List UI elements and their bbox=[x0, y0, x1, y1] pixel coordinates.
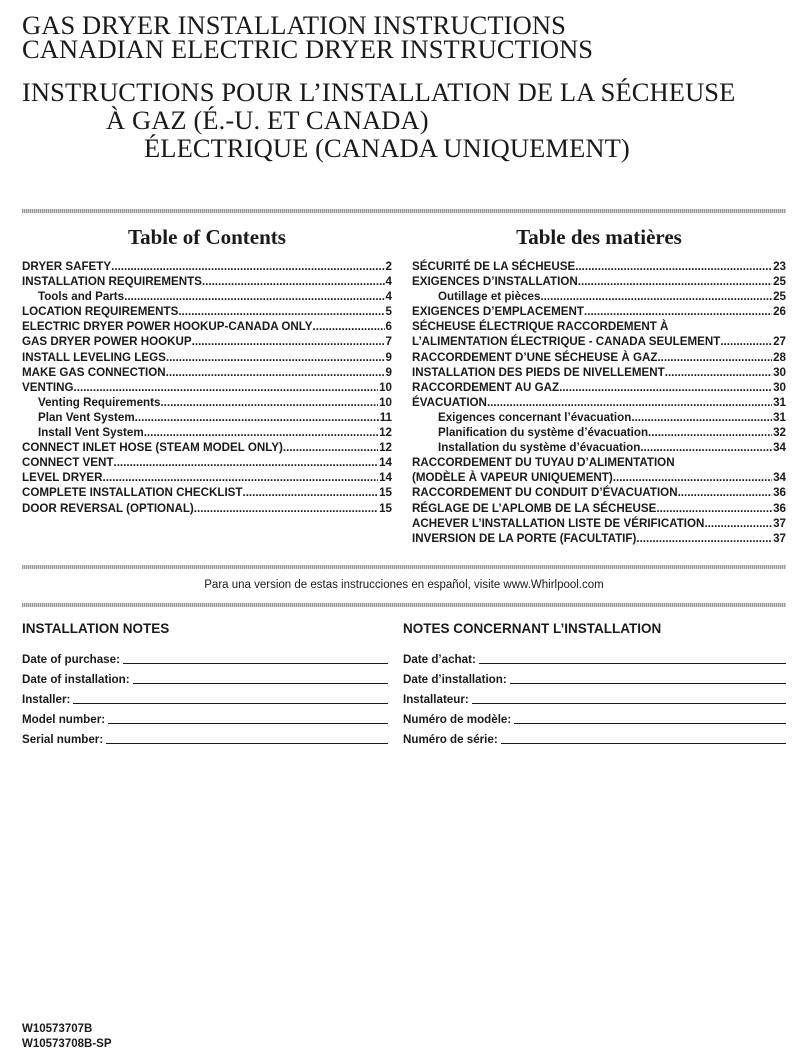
toc-entry-label: L’ALIMENTATION ÉLECTRIQUE - CANADA SEULEMENT bbox=[412, 335, 721, 349]
toc-entry-label: EXIGENCES D’INSTALLATION bbox=[412, 275, 578, 289]
toc-entry-label: Install Vent System bbox=[38, 426, 144, 440]
toc-entry bbox=[412, 425, 786, 440]
note-field-label: Installer: bbox=[22, 693, 71, 706]
toc-leader-dots bbox=[559, 380, 772, 395]
toc-heading: Table of Contents bbox=[128, 225, 286, 249]
toc-entry-label: Outillage et pièces bbox=[438, 290, 541, 304]
toc-entry-label: EXIGENCES D’EMPLACEMENT bbox=[412, 305, 584, 319]
toc-entry bbox=[22, 334, 392, 349]
toc-entry-page: 36 bbox=[773, 486, 786, 500]
toc-entry-page: 31 bbox=[773, 410, 786, 424]
toc-entry bbox=[412, 485, 786, 500]
toc-leader-dots bbox=[665, 365, 772, 380]
toc-entry-page: 4 bbox=[385, 290, 392, 304]
toc-entry-page: 10 bbox=[379, 395, 392, 409]
toc-leader-dots bbox=[657, 350, 772, 365]
toc-entry-page: 11 bbox=[379, 410, 392, 424]
toc-entry-label: GAS DRYER POWER HOOKUP bbox=[22, 335, 192, 349]
toc-entry-page: 14 bbox=[379, 471, 392, 485]
note-field bbox=[403, 706, 786, 726]
note-field-label: Date of installation: bbox=[22, 673, 130, 686]
toc-leader-dots bbox=[313, 319, 385, 334]
note-field bbox=[22, 646, 388, 666]
toc-heading: Table des matières bbox=[516, 225, 682, 249]
document-codes bbox=[22, 1022, 112, 1052]
toc-entry-page: 28 bbox=[773, 350, 786, 364]
note-field-label: Serial number: bbox=[22, 733, 104, 746]
toc-entry bbox=[22, 440, 392, 455]
toc-leader-dots bbox=[194, 501, 378, 516]
toc-leader-dots bbox=[613, 470, 772, 485]
note-field-label: Date of purchase: bbox=[22, 653, 120, 666]
toc-leader-dots bbox=[202, 274, 385, 289]
spanish-version-note: Para una version de estas instrucciones en español, visite www.Whirlpool.com bbox=[204, 579, 604, 591]
toc-entry-label: CONNECT INLET HOSE (STEAM MODEL ONLY) bbox=[22, 441, 283, 455]
toc-entry-page: 25 bbox=[773, 275, 786, 289]
toc-entry-page: 25 bbox=[773, 290, 786, 304]
toc-list bbox=[22, 259, 392, 516]
toc-entry bbox=[412, 531, 786, 546]
toc-entry bbox=[22, 380, 392, 395]
toc-leader-dots bbox=[540, 289, 772, 304]
toc-leader-dots bbox=[166, 365, 385, 380]
toc-entry bbox=[412, 395, 786, 410]
note-field-blank-line bbox=[123, 651, 388, 664]
toc-entry bbox=[412, 365, 786, 380]
title-line: À GAZ (É.-U. ET CANADA) bbox=[106, 105, 429, 135]
toc-entry bbox=[22, 350, 392, 365]
toc-entry-page: 23 bbox=[773, 260, 786, 273]
note-field bbox=[403, 726, 786, 746]
toc-entry-page: 6 bbox=[385, 320, 392, 334]
notes-fields bbox=[403, 646, 786, 746]
toc-leader-dots bbox=[135, 410, 379, 425]
toc-entry-label: CONNECT VENT bbox=[22, 456, 114, 470]
toc-entry-page: 9 bbox=[385, 365, 392, 379]
toc-entry-page: 32 bbox=[773, 426, 786, 440]
toc-entry-page: 9 bbox=[385, 350, 392, 364]
toc-entry bbox=[412, 516, 786, 531]
toc-entry bbox=[412, 501, 786, 516]
toc-entry bbox=[22, 425, 392, 440]
toc-entry bbox=[22, 274, 392, 289]
toc-leader-dots bbox=[640, 440, 772, 455]
note-field-blank-line bbox=[501, 731, 786, 744]
note-field-label: Installateur: bbox=[403, 693, 469, 706]
toc-entry-page: 26 bbox=[773, 305, 786, 319]
toc-entry-label: RACCORDEMENT AU GAZ bbox=[412, 380, 560, 394]
toc-entry-page: 30 bbox=[773, 380, 786, 394]
toc-entry-page: 5 bbox=[385, 305, 392, 319]
toc-leader-dots bbox=[283, 440, 378, 455]
toc-leader-dots bbox=[192, 334, 385, 349]
toc-entry-label: ÉVACUATION bbox=[412, 395, 487, 409]
toc-leader-dots bbox=[144, 425, 378, 440]
toc-entry-label: (MODÈLE À VAPEUR UNIQUEMENT) bbox=[412, 471, 613, 485]
toc-entry bbox=[412, 274, 786, 289]
toc-entry bbox=[22, 410, 392, 425]
note-field bbox=[22, 706, 388, 726]
note-field bbox=[22, 686, 388, 706]
toc-entry bbox=[22, 455, 392, 470]
toc-entry-page: 4 bbox=[385, 275, 392, 289]
note-field bbox=[403, 666, 786, 686]
installation-notes-french bbox=[403, 620, 786, 746]
toc-entry-page: 12 bbox=[379, 441, 392, 455]
toc-entry-label: Tools and Parts bbox=[38, 290, 125, 304]
title-french bbox=[22, 78, 792, 162]
toc-entry bbox=[22, 395, 392, 410]
toc-entry-page: 34 bbox=[773, 471, 786, 485]
notes-fields bbox=[22, 646, 388, 746]
toc-entry bbox=[412, 289, 786, 304]
toc-leader-dots bbox=[678, 485, 773, 500]
toc-entry-label: VENTING bbox=[22, 380, 74, 394]
toc-entry bbox=[412, 470, 786, 485]
toc-entry-label: Exigences concernant l’évacuation bbox=[438, 410, 632, 424]
toc-entry-label: RACCORDEMENT DU TUYAU D’ALIMENTATION bbox=[412, 456, 675, 470]
toc-entry-page: 7 bbox=[385, 335, 392, 349]
toc-leader-dots bbox=[648, 425, 772, 440]
toc-leader-dots bbox=[636, 531, 772, 546]
toc-entry-label: DRYER SAFETY bbox=[22, 260, 112, 273]
toc-leader-dots bbox=[584, 304, 772, 319]
toc-entry bbox=[22, 319, 392, 334]
toc-entry-label: INSTALLATION DES PIEDS DE NIVELLEMENT bbox=[412, 365, 665, 379]
toc-entry bbox=[412, 455, 786, 470]
divider-rule bbox=[22, 565, 786, 569]
toc-entry bbox=[22, 470, 392, 485]
toc-entry-label: ELECTRIC DRYER POWER HOOKUP-CANADA ONLY bbox=[22, 320, 313, 334]
toc-entry-label: INSTALL LEVELING LEGS bbox=[22, 350, 166, 364]
toc-leader-dots bbox=[631, 410, 772, 425]
document-code: W10573707B bbox=[22, 1023, 93, 1035]
toc-entry bbox=[22, 304, 392, 319]
note-field bbox=[403, 646, 786, 666]
toc-entry-label: INSTALLATION REQUIREMENTS bbox=[22, 275, 202, 289]
toc-entry bbox=[22, 289, 392, 304]
toc-leader-dots bbox=[656, 501, 772, 516]
toc-entry bbox=[22, 501, 392, 516]
toc-entry-page: 34 bbox=[773, 441, 786, 455]
toc-entry-label: ACHEVER L’INSTALLATION LISTE DE VÉRIFICATION bbox=[412, 516, 705, 530]
title-line: GAS DRYER INSTALLATION INSTRUCTIONS bbox=[22, 10, 566, 40]
toc-leader-dots bbox=[160, 395, 378, 410]
toc-leader-dots bbox=[720, 334, 772, 349]
toc-english bbox=[22, 225, 392, 516]
document-title bbox=[22, 10, 792, 163]
toc-entry-label: Plan Vent System bbox=[38, 410, 135, 424]
toc-entry-label: DOOR REVERSAL (OPTIONAL) bbox=[22, 501, 194, 515]
note-field bbox=[22, 666, 388, 686]
note-field-blank-line bbox=[108, 711, 388, 724]
note-field-blank-line bbox=[133, 671, 388, 684]
toc-leader-dots bbox=[242, 485, 378, 500]
toc-entry-page: 37 bbox=[773, 516, 786, 530]
toc-entry-label: LEVEL DRYER bbox=[22, 471, 103, 485]
note-field-label: Model number: bbox=[22, 713, 106, 726]
toc-leader-dots bbox=[166, 350, 385, 365]
toc-entry-page: 27 bbox=[773, 335, 786, 349]
note-field-blank-line bbox=[472, 691, 786, 704]
toc-entry bbox=[412, 380, 786, 395]
toc-entry-label: COMPLETE INSTALLATION CHECKLIST bbox=[22, 486, 243, 500]
notes-title: INSTALLATION NOTES bbox=[22, 621, 170, 636]
toc-entry-page: 31 bbox=[773, 395, 786, 409]
toc-entry bbox=[22, 259, 392, 274]
toc-entry bbox=[412, 259, 786, 274]
toc-entry-label: LOCATION REQUIREMENTS bbox=[22, 305, 179, 319]
toc-leader-dots bbox=[103, 470, 379, 485]
toc-entry bbox=[22, 485, 392, 500]
toc-entry-page: 14 bbox=[379, 456, 392, 470]
toc-entry-page: 15 bbox=[379, 501, 392, 515]
toc-entry bbox=[412, 410, 786, 425]
toc-entry bbox=[412, 304, 786, 319]
toc-leader-dots bbox=[111, 259, 384, 274]
toc-leader-dots bbox=[578, 274, 772, 289]
toc-entry bbox=[22, 365, 392, 380]
toc-entry-label: SÉCURITÉ DE LA SÉCHEUSE bbox=[412, 260, 576, 273]
toc-entry-label: INVERSION DE LA PORTE (FACULTATIF) bbox=[412, 531, 637, 545]
document-code: W10573708B-SP bbox=[22, 1038, 112, 1050]
note-field-blank-line bbox=[106, 731, 388, 744]
toc-entry-label: Planification du système d’évacuation bbox=[438, 426, 649, 440]
toc-leader-dots bbox=[487, 395, 772, 410]
toc-entry-label: RÉGLAGE DE L’APLOMB DE LA SÉCHEUSE bbox=[412, 501, 657, 515]
title-line: CANADIAN ELECTRIC DRYER INSTRUCTIONS bbox=[22, 34, 594, 64]
toc-leader-dots bbox=[178, 304, 384, 319]
toc-leader-dots bbox=[575, 259, 772, 274]
note-field-blank-line bbox=[479, 651, 786, 664]
divider-rule bbox=[22, 209, 786, 213]
toc-entry-page: 10 bbox=[379, 380, 392, 394]
note-field bbox=[22, 726, 388, 746]
title-english bbox=[22, 10, 792, 64]
toc-entry-label: Installation du système d’évacuation bbox=[438, 441, 641, 455]
toc-leader-dots bbox=[704, 516, 772, 531]
title-line: INSTRUCTIONS POUR L’INSTALLATION DE LA SÉCHEUSE bbox=[22, 77, 736, 107]
toc-entry bbox=[412, 334, 786, 349]
toc-entry-page: 15 bbox=[379, 486, 392, 500]
toc-entry bbox=[412, 319, 786, 334]
toc-entry-label: RACCORDEMENT DU CONDUIT D’ÉVACUATION bbox=[412, 486, 678, 500]
toc-entry-page: 36 bbox=[773, 501, 786, 515]
toc-entry-label: RACCORDEMENT D’UNE SÉCHEUSE À GAZ bbox=[412, 350, 658, 364]
toc-french bbox=[412, 225, 786, 546]
toc-entry-page: 12 bbox=[379, 426, 392, 440]
toc-entry-label: Venting Requirements bbox=[38, 395, 161, 409]
note-field-blank-line bbox=[510, 671, 786, 684]
toc-list bbox=[412, 259, 786, 546]
note-field bbox=[403, 686, 786, 706]
toc-entry-label: MAKE GAS CONNECTION bbox=[22, 365, 166, 379]
note-field-label: Date d’achat: bbox=[403, 653, 476, 666]
note-field-blank-line bbox=[514, 711, 786, 724]
toc-entry-page: 37 bbox=[773, 531, 786, 545]
note-field-label: Numéro de série: bbox=[403, 733, 498, 746]
installation-notes-english bbox=[22, 620, 388, 746]
toc-entry-label: SÉCHEUSE ÉLECTRIQUE RACCORDEMENT À bbox=[412, 320, 669, 334]
title-line: ÉLECTRIQUE (CANADA UNIQUEMENT) bbox=[144, 133, 630, 163]
toc-entry-page: 2 bbox=[385, 260, 392, 273]
toc-leader-dots bbox=[113, 455, 378, 470]
note-field-label: Date d’installation: bbox=[403, 673, 507, 686]
notes-title: NOTES CONCERNANT L’INSTALLATION bbox=[403, 621, 662, 636]
toc-entry bbox=[412, 350, 786, 365]
note-field-label: Numéro de modèle: bbox=[403, 713, 512, 726]
toc-leader-dots bbox=[74, 380, 379, 395]
toc-entry bbox=[412, 440, 786, 455]
divider-rule bbox=[22, 603, 786, 607]
toc-leader-dots bbox=[124, 289, 384, 304]
note-field-blank-line bbox=[73, 691, 388, 704]
toc-entry-page: 30 bbox=[773, 365, 786, 379]
